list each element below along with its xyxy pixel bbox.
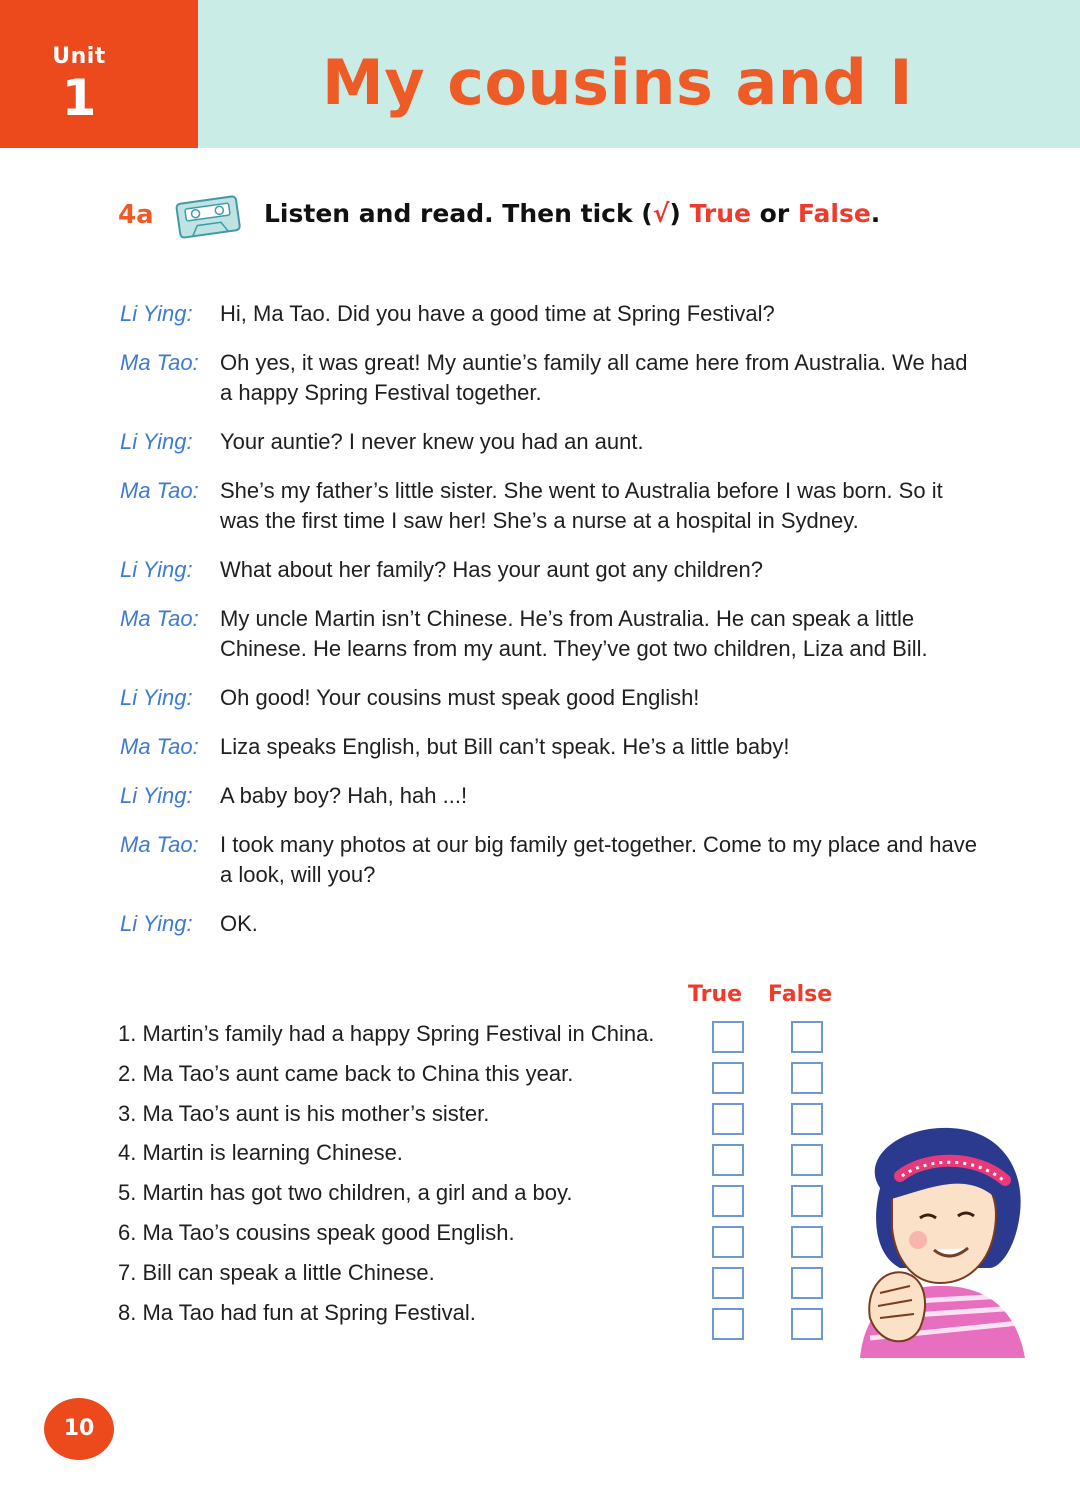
false-checkbox-5[interactable] — [791, 1185, 823, 1217]
true-checkbox-8[interactable] — [712, 1308, 744, 1340]
cassette-icon — [172, 192, 244, 240]
instruction-close: ) — [669, 199, 681, 228]
false-checkbox-8[interactable] — [791, 1308, 823, 1340]
speaker-name: Ma Tao: — [120, 350, 199, 375]
true-column-header: True — [688, 982, 743, 1007]
dialogue-line — [120, 476, 980, 536]
speech-text: My uncle Martin isn’t Chinese. He’s from Australia. He can speak a little Chinese. He learns from my aunt. They’ve got two children, Liza and Bill. — [220, 606, 928, 661]
speech-text: Oh yes, it was great! My auntie’s family all came here from Australia. We had a happy Spring Festival together. — [220, 350, 968, 405]
statement-item: 5. Martin has got two children, a girl and a boy. — [118, 1180, 573, 1206]
true-checkbox-5[interactable] — [712, 1185, 744, 1217]
speaker-name: Li Ying: — [120, 301, 193, 326]
true-checkbox-1[interactable] — [712, 1021, 744, 1053]
dialogue-line — [120, 830, 980, 890]
false-checkbox-6[interactable] — [791, 1226, 823, 1258]
true-checkbox-6[interactable] — [712, 1226, 744, 1258]
false-checkbox-3[interactable] — [791, 1103, 823, 1135]
statement-item: 2. Ma Tao’s aunt came back to China this year. — [118, 1060, 574, 1086]
speech-text: Oh good! Your cousins must speak good English! — [220, 685, 700, 710]
true-checkbox-2[interactable] — [712, 1062, 744, 1094]
true-checkbox-4[interactable] — [712, 1144, 744, 1176]
unit-label: Unit — [52, 44, 106, 69]
dialogue-line — [120, 427, 980, 457]
unit-badge — [0, 0, 198, 148]
true-checkbox-3[interactable] — [712, 1103, 744, 1135]
false-checkbox-7[interactable] — [791, 1267, 823, 1299]
instruction-text: Listen and read. Then tick ( — [264, 199, 653, 228]
dialogue-line — [120, 348, 980, 408]
dialogue-line — [120, 683, 980, 713]
dialogue — [120, 299, 980, 958]
speech-text: She’s my father’s little sister. She went to Australia before I was born. So it was the first time I saw her! She’s a nurse at a hospital in Sydney. — [220, 478, 943, 533]
speech-text: Your auntie? I never knew you had an aunt. — [220, 429, 644, 454]
speech-text: Liza speaks English, but Bill can’t speak. He’s a little baby! — [220, 734, 790, 759]
speaker-name: Ma Tao: — [120, 734, 199, 759]
tick-icon: √ — [652, 199, 670, 228]
unit-number: 1 — [61, 69, 97, 127]
true-checkbox-7[interactable] — [712, 1267, 744, 1299]
dialogue-line — [120, 299, 980, 329]
page-title: My cousins and I — [322, 46, 913, 119]
statement-item: 4. Martin is learning Chinese. — [118, 1140, 403, 1166]
speech-text: What about her family? Has your aunt got any children? — [220, 557, 763, 582]
statement-item: 7. Bill can speak a little Chinese. — [118, 1259, 435, 1285]
false-checkbox-4[interactable] — [791, 1144, 823, 1176]
dialogue-line — [120, 781, 980, 811]
statement-list — [118, 1017, 718, 1335]
false-checkbox-1[interactable] — [791, 1021, 823, 1053]
speaker-name: Ma Tao: — [120, 478, 199, 503]
girl-illustration — [840, 1118, 1030, 1358]
speech-text: Hi, Ma Tao. Did you have a good time at Spring Festival? — [220, 301, 775, 326]
false-checkbox-2[interactable] — [791, 1062, 823, 1094]
speaker-name: Ma Tao: — [120, 832, 199, 857]
speaker-name: Li Ying: — [120, 557, 193, 582]
speaker-name: Li Ying: — [120, 911, 193, 936]
dialogue-line — [120, 909, 980, 939]
page-number: 10 — [44, 1398, 114, 1460]
task-number: 4a — [118, 200, 154, 230]
speaker-name: Ma Tao: — [120, 606, 199, 631]
statement-item: 8. Ma Tao had fun at Spring Festival. — [118, 1299, 476, 1325]
speech-text: A baby boy? Hah, hah ...! — [220, 783, 468, 808]
speaker-name: Li Ying: — [120, 685, 193, 710]
statement-item: 3. Ma Tao’s aunt is his mother’s sister. — [118, 1100, 490, 1126]
false-column-header: False — [768, 982, 833, 1007]
speaker-name: Li Ying: — [120, 429, 193, 454]
speaker-name: Li Ying: — [120, 783, 193, 808]
dialogue-line — [120, 604, 980, 664]
speech-text: I took many photos at our big family get-together. Come to my place and have a look, will you? — [220, 832, 977, 887]
or-word: or — [759, 199, 790, 228]
statement-item: 6. Ma Tao’s cousins speak good English. — [118, 1219, 515, 1245]
speech-text: OK. — [220, 911, 258, 936]
instruction-period: . — [870, 199, 881, 228]
dialogue-line — [120, 732, 980, 762]
false-word: False — [797, 199, 871, 228]
task-instruction — [264, 199, 880, 228]
true-word: True — [689, 199, 751, 228]
dialogue-line — [120, 555, 980, 585]
statement-item: 1. Martin’s family had a happy Spring Festival in China. — [118, 1021, 655, 1046]
